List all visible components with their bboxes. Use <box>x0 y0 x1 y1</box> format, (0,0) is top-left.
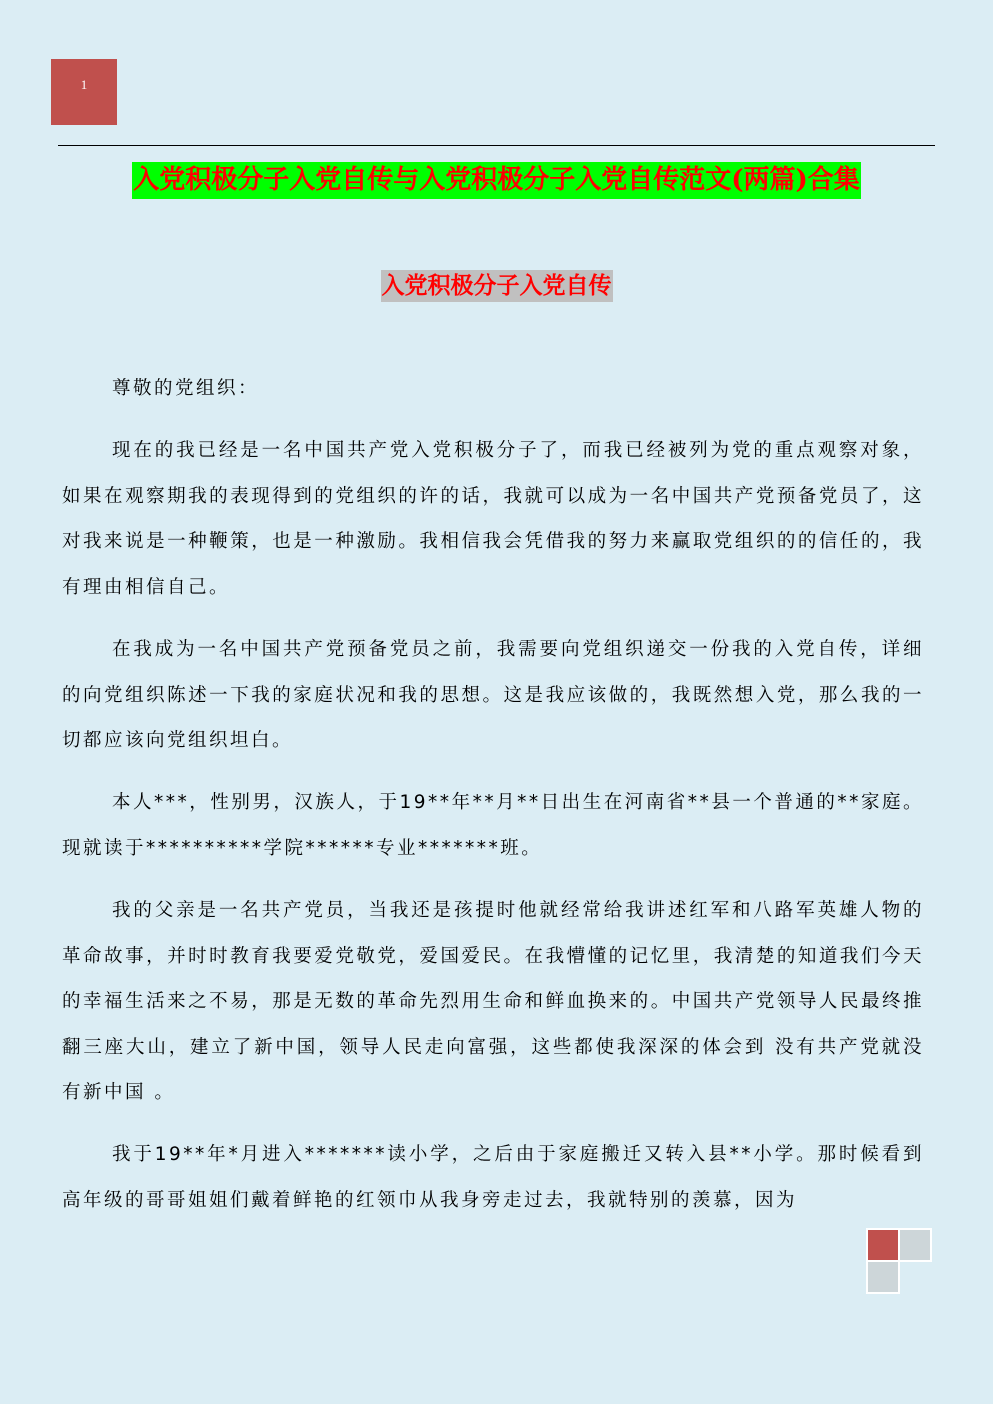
deco-square-grey <box>866 1260 900 1294</box>
paragraph: 现在的我已经是一名中国共产党入党积极分子了，而我已经被列为党的重点观察对象，如果在观察期我的表现得到的党组织的许的话，我就可以成为一名中国共产党预备党员了，这对我来说是一种鞭策，也是一种激励。我相信我会凭借我的努力来赢取党组织的的信任的，我有理由相信自己。 <box>62 440 924 598</box>
main-title-container <box>0 162 993 199</box>
section-title-container <box>0 270 993 302</box>
document-body <box>62 366 924 1240</box>
deco-square-grey <box>898 1228 932 1262</box>
document-title: 入党积极分子入党自传与入党积极分子入党自传范文(两篇)合集 <box>132 162 861 199</box>
paragraph: 我于19**年*月进入*******读小学，之后由于家庭搬迁又转入县**小学。那时候看到高年级的哥哥姐姐们戴着鲜艳的红领巾从我身旁走过去，我就特别的羡慕，因为 <box>62 1144 924 1211</box>
section-title: 入党积极分子入党自传 <box>381 270 613 302</box>
page-number-badge <box>51 59 117 125</box>
header-divider <box>58 145 935 146</box>
paragraph: 在我成为一名中国共产党预备党员之前，我需要向党组织递交一份我的入党自传，详细的向党组织陈述一下我的家庭状况和我的思想。这是我应该做的，我既然想入党，那么我的一切都应该向党组织坦白。 <box>62 638 924 752</box>
page-number: 1 <box>80 77 88 92</box>
corner-decoration <box>866 1228 934 1294</box>
salutation: 尊敬的党组织： <box>112 378 260 399</box>
paragraph: 本人***，性别男，汉族人，于19**年**月**日出生在河南省**县一个普通的**家庭。现就读于**********学院******专业*******班。 <box>62 792 924 859</box>
deco-square-red <box>866 1228 900 1262</box>
paragraph: 我的父亲是一名共产党员，当我还是孩提时他就经常给我讲述红军和八路军英雄人物的革命故事，并时时教育我要爱党敬党，爱国爱民。在我懵懂的记忆里，我清楚的知道我们今天的幸福生活来之不易，那是无数的革命先烈用生命和鲜血换来的。中国共产党领导人民最终推翻三座大山，建立了新中国，领导人民走向富强，这些都使我深深的体会到 没有共产党就没有新中国 。 <box>62 899 924 1104</box>
